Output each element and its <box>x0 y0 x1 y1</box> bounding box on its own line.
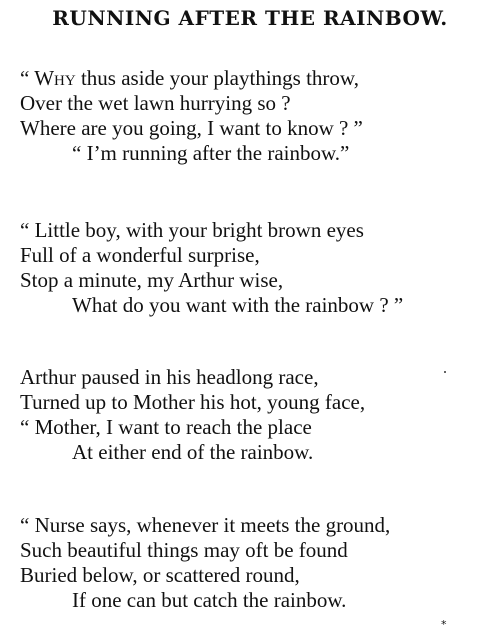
poem-line: Where are you going, I want to know ? ” <box>20 116 363 140</box>
ink-speck <box>444 371 446 373</box>
line-remainder: thus aside your playthings throw, <box>75 66 359 90</box>
stanza-3 <box>20 365 490 465</box>
poem-line: Such beautiful things may oft be found <box>20 538 348 562</box>
stanza-4 <box>20 513 490 613</box>
poem-line: “ Nurse says, whenever it meets the ground, <box>20 513 391 537</box>
stanza-2 <box>20 218 490 318</box>
small-caps-text: hy <box>54 66 76 90</box>
poem-line: Stop a minute, my Arthur wise, <box>20 268 284 292</box>
poem-refrain-line: If one can but catch the rainbow. <box>72 588 347 612</box>
poem-line: “ Mother, I want to reach the place <box>20 415 312 439</box>
poem-title: RUNNING AFTER THE RAINBOW. <box>52 6 448 30</box>
stanza-1 <box>20 66 490 166</box>
poem-line: Over the wet lawn hurrying so ? <box>20 91 291 115</box>
footer-asterisk: * <box>441 618 447 631</box>
poem-refrain-line: “ I’m running after the rainbow.” <box>72 141 350 165</box>
poem-line: Full of a wonderful surprise, <box>20 243 260 267</box>
poem-line: Buried below, or scattered round, <box>20 563 300 587</box>
opening-quote-letter: “ W <box>20 66 55 90</box>
poem-line: Arthur paused in his headlong race, <box>20 365 319 389</box>
poem-line <box>20 66 490 91</box>
poem-refrain-line: What do you want with the rainbow ? ” <box>72 293 404 317</box>
poem-line: Turned up to Mother his hot, young face, <box>20 390 366 414</box>
poem-line: “ Little boy, with your bright brown eyes <box>20 218 364 242</box>
poem-refrain-line: At either end of the rainbow. <box>72 440 314 464</box>
